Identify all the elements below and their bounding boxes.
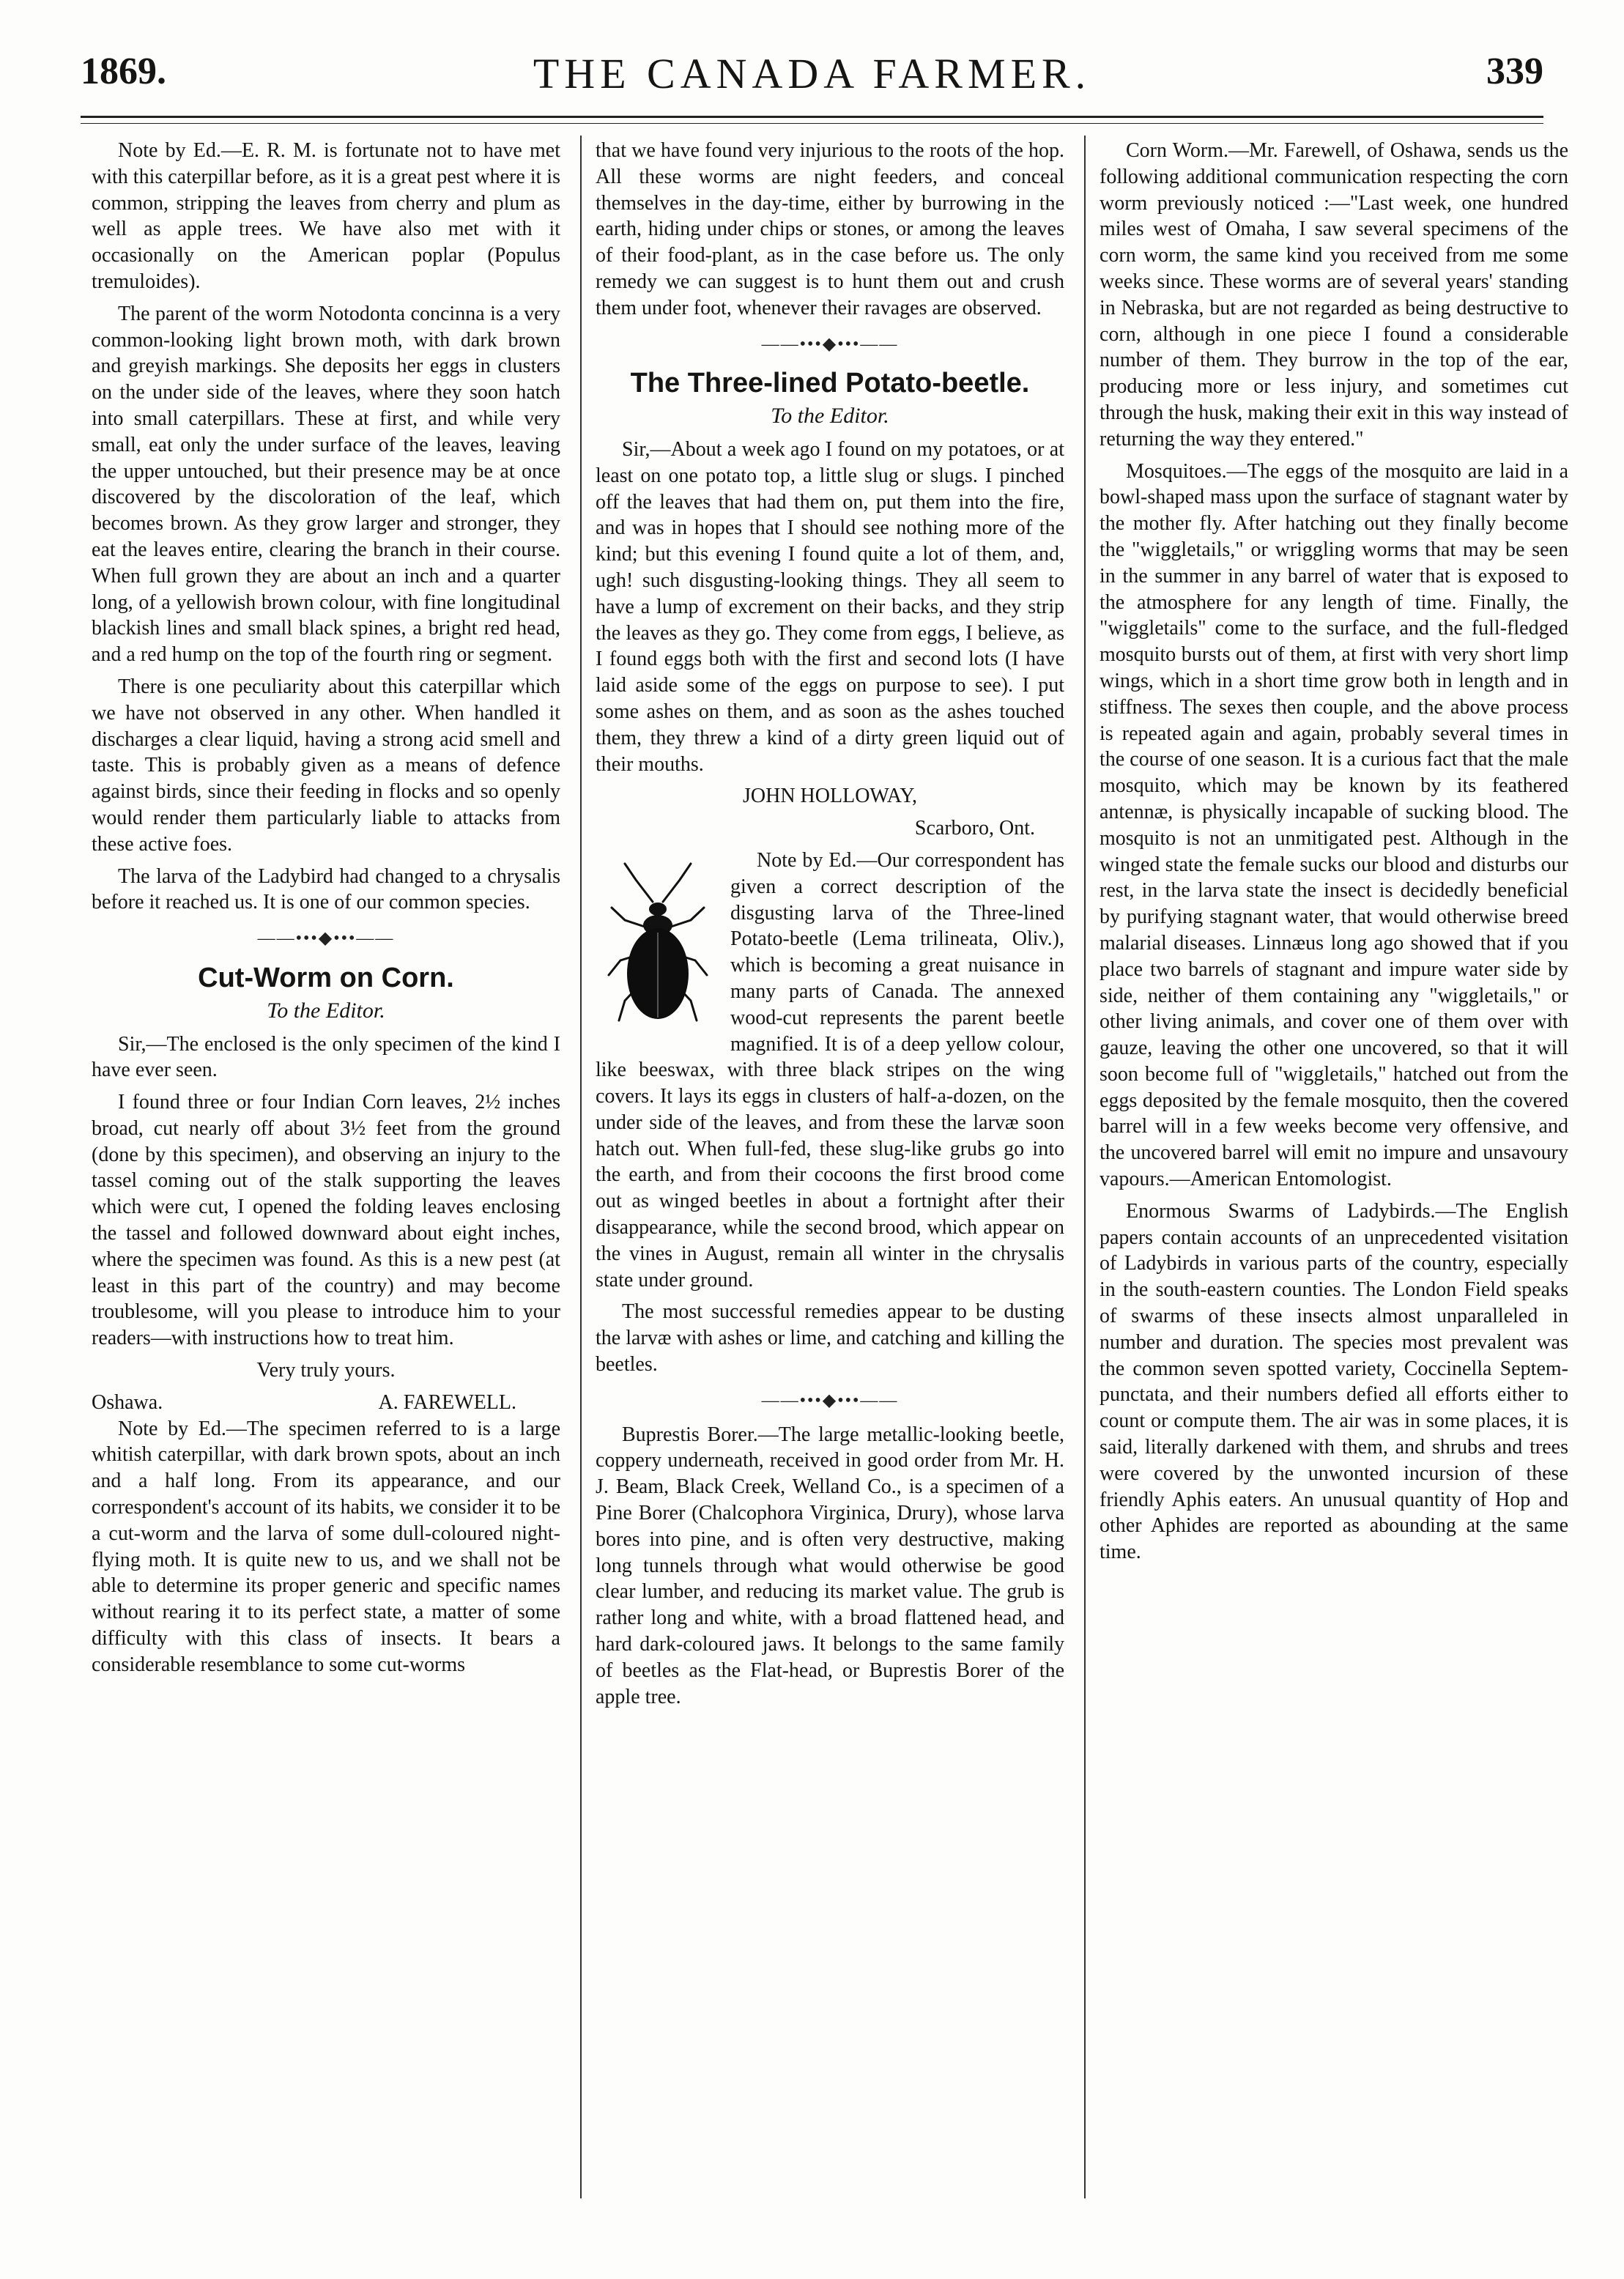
header-year: 1869.: [81, 51, 166, 92]
paragraph-buprestis-borer: Buprestis Borer.—The large metallic-looking beetle, coppery underneath, received in good order from Mr. H. J. Beam, Black Creek, Welland Co., is a specimen of a Pine Borer (Chalcophora Virginica, Drury), whose larva bores into pine, and is often very destructive, making long tunnels through what would otherwise be good clear lumber, and reducing its market value. The grub is rather long and white, with a broad flattened head, and hard dark-coloured jaws. It belongs to the same family of beetles as the Flat-head, or Buprestis Borer of the apple tree.: [596, 1423, 1064, 1708]
letter-opening: Sir,—The enclosed is the only specimen of the kind I have ever seen.: [92, 1032, 560, 1082]
paragraph-remedies: The most successful remedies appear to be dusting the larvæ with ashes or lime, and catching and killing the beetles.: [596, 1300, 1064, 1376]
article-title-cut-worm: Cut-Worm on Corn.: [198, 962, 454, 993]
column-2: [596, 138, 1064, 1716]
paragraph-peculiarity: There is one peculiarity about this caterpillar which we have not observed in any other. When handled it discharges a clear liquid, having a strong acid smell and taste. This is probably given as a means of defence against birds, since their feeding in flocks and so openly would render them particularly liable to attacks from these active foes.: [92, 675, 560, 856]
section-ornament: ——•••◆•••——: [761, 1390, 899, 1410]
paragraph-corn-worm: Corn Worm.—Mr. Farewell, of Oshawa, sends us the following additional communication respecting the corn worm previously noticed :—"Last week, one hundred miles west of Omaha, I saw several specimens of the corn worm, the same kind you received from me some weeks since. These worms are of several years' standing in Nebraska, but are not regarded as being destructive to corn, although in one piece I found a considerable number of them. They burrow in the top of the ear, producing more or less injury, and sometimes cut through the husk, making their exit in this way instead of returning the way they entered.": [1100, 139, 1569, 451]
header-title: THE CANADA FARMER.: [533, 50, 1091, 97]
header-rule-thick: [81, 116, 1543, 118]
letter-place: Scarboro, Ont.: [914, 817, 1035, 840]
paragraph-mosquitoes: Mosquitoes.—The eggs of the mosquito are laid in a bowl-shaped mass upon the surface of stagnant water by the mother fly. After hatching out they finally become the "wiggletails," or wriggling worms that may be seen in the summer in any barrel of water that is exposed to the atmosphere for any length of time. Finally, the "wiggletails" come to the surface, and the full-fledged mosquito bursts out of them, at first with very short limp wings, which in a short time grow both in length and in stiffness. The sexes then couple, and the above process is repeated again and again, probably several times in the course of one season. It is a curious fact that the male mosquito, which may be known by its feathered antennæ, is physically incapable of sucking blood. The mosquito is not an unmitigated pest. Although in the winged state the female sucks our blood and disturbs our rest, in the larva state the insect is decidedly beneficial by purifying stagnant water, that would otherwise breed malarial diseases. Linnæus long ago showed that if you place two barrels of stagnant and impure water side by side, neither of them containing any "wiggletails," or other living animals, and cover one of them over with gauze, leaving the other one uncovered, so that it will soon become full of "wiggletails," hatched out from the eggs deposited by the female mosquito, then the covered barrel will in a few weeks become very offensive, and the uncovered barrel will emit no impure and unsavoury vapours.—American Entomologist.: [1100, 459, 1568, 1191]
header-page-number: 339: [1486, 51, 1543, 92]
page-header: [81, 45, 1543, 104]
letter-place: Oshawa.: [92, 1390, 163, 1414]
beetle-icon: [596, 851, 720, 1041]
addressee: To the Editor.: [267, 998, 385, 1023]
addressee: To the Editor.: [771, 404, 889, 429]
section-ornament: ——•••◆•••——: [761, 334, 899, 354]
letter-body: I found three or four Indian Corn leaves, 2½ inches broad, cut nearly off about 3½ feet from the ground (done by this specimen), and observing an injury to the tassel coming out of the stalk supporting the leaves which were cut, I opened the folding leaves enclosing the tassel and followed downward about eight inches, where the specimen was found. As this is a new pest (at least in this part of the country) and may become troublesome, will you please to introduce him to your readers—with instructions how to treat him.: [92, 1091, 560, 1350]
letter-signature: A. FAREWELL.: [378, 1390, 516, 1414]
paragraph-ladybird-larva: The larva of the Ladybird had changed to a chrysalis before it reached us. It is one of our common species.: [92, 864, 560, 914]
column-divider: [1084, 136, 1086, 2198]
article-title-potato-beetle: The Three-lined Potato-beetle.: [630, 368, 1030, 399]
letter-body: Sir,—About a week ago I found on my potatoes, or at least on one potato top, a little slug or slugs. I pinched off the leaves that had them on, put them into the fire, and was in hopes that I should see nothing more of the kind; but this evening I found quite a lot of them, and, ugh! such disgusting-looking things. They all seem to have a lump of excrement on their backs, and they strip the leaves as they go. They come from eggs, I believe, as I found eggs both with the first and second lots (I have laid aside some of the eggs on purpose to see). I put some ashes on them, and as soon as the ashes touched them, they threw a kind of a dirty green liquid out of their mouths.: [596, 437, 1064, 776]
editor-note-caterpillar: Note by Ed.—E. R. M. is fortunate not to have met with this caterpillar before, as it is a great pest where it is common, stripping the leaves from cherry and plum as well as apple trees. We have also met with it occasionally on the American poplar (Populus tremuloides).: [92, 139, 560, 293]
section-ornament: ——•••◆•••——: [257, 929, 395, 949]
column-1: [92, 138, 560, 1684]
paragraph-parent-moth: The parent of the worm Notodonta concinna is a very common-looking light brown moth, with dark brown and greyish markings. She deposits her eggs in clusters on the under side of the leaves, where they soon hatch into small caterpillars. These at first, and while very small, eat only the under surface of the leaves, leaving the upper untouched, but their presence may be at once discovered by the discoloration of the leaf, which becomes brown. As they grow larger and stronger, they eat the leaves entire, clearing the branch in their course. When full grown they are about an inch and a quarter long, of a yellowish brown colour, with fine longitudinal blackish lines and small black spines, a bright red head, and a red hump on the top of the fourth ring or segment.: [92, 302, 560, 667]
editor-note-potato-beetle: Note by Ed.—Our correspondent has given a correct description of the disgusting larva of the Three-lined Potato-beetle (Lema trilineata, Oliv.), which is becoming a great nuisance in many parts of Canada. The annexed wood-cut represents the parent beetle magnified. It is of a deep yellow colour, like beeswax, with three black stripes on the wing covers. It lays its eggs in clusters of half-a-dozen, on the under side of the leaves, and from these the larvæ soon hatch out. When full-fed, these slug-like grubs go into the earth, and from their cocoons the first brood come out as winged beetles in about a fortnight after their disappearance, while the second brood, which appear on the vines in August, remain all winter in the chrysalis state under ground.: [596, 848, 1064, 1292]
editor-note-cut-worm: Note by Ed.—The specimen referred to is a large whitish caterpillar, with dark brown spots, about an inch and a half long. From its appearance, and our correspondent's account of its habits, we consider it to be a cut-worm and the larva of some dull-coloured night-flying moth. It is quite new to us, and we shall not be able to determine its proper generic and specific names without rearing it to its perfect state, a matter of some difficulty with this class of insects. It bears a considerable resemblance to some cut-worms: [92, 1417, 560, 1676]
column-divider: [580, 136, 582, 2198]
letter-signature: JOHN HOLLOWAY,: [742, 785, 917, 808]
beetle-woodcut-illustration: [596, 851, 720, 1041]
paragraph-continuation: that we have found very injurious to the roots of the hop. All these worms are night feeders, and conceal themselves in the day-time, either by burrowing in the earth, hiding under chips or stones, or among the leaves of their food-plant, as in the case before us. The only remedy we can suggest is to hunt them out and crush them under foot, whenever their ravages are observed.: [596, 139, 1064, 319]
header-rule-thin: [81, 123, 1543, 124]
column-3: [1100, 138, 1568, 1571]
letter-closing: Very truly yours.: [256, 1359, 396, 1382]
paragraph-ladybird-swarms: Enormous Swarms of Ladybirds.—The English papers contain accounts of an unprecedented visitation of Ladybirds in various parts of the country, especially in the south-eastern counties. The London Field speaks of swarms of these insects almost unparalleled in number and duration. The species most prevalent was the common seven spotted variety, Coccinella Septem-punctata, and their numbers defied all efforts either to count or compute them. The air was in some places, it is said, literally darkened with them, and shrubs and trees were covered by the unwonted incursion of these friendly Aphis eaters. An unusual quantity of Hop and other Aphides are reported as abounding at the same time.: [1100, 1199, 1568, 1564]
signature-line: [92, 1390, 560, 1416]
